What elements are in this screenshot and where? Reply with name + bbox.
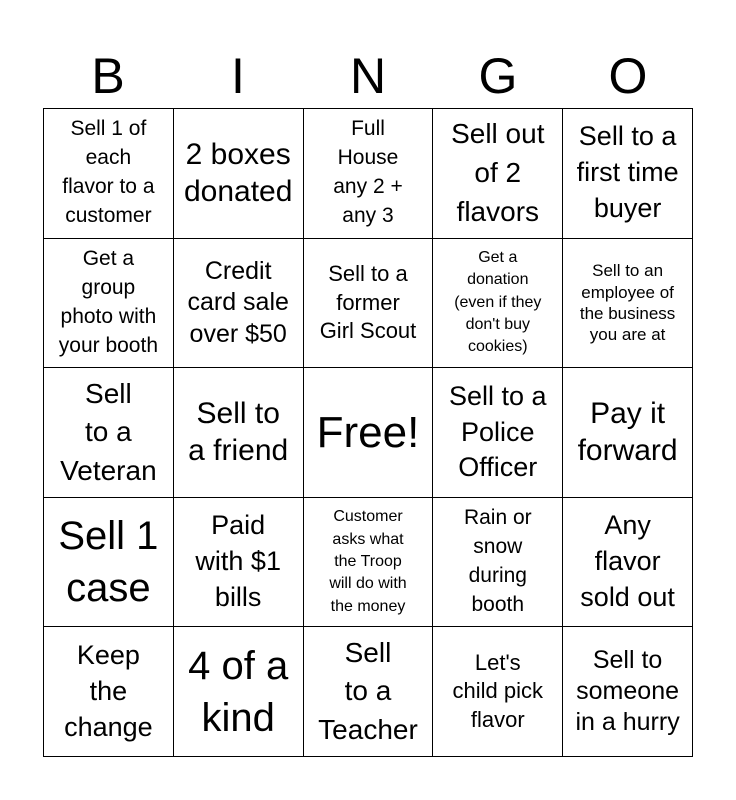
- bingo-cell-r1c2[interactable]: 2 boxes donated: [174, 109, 304, 239]
- bingo-cell-r2c2[interactable]: Credit card sale over $50: [174, 239, 304, 369]
- bingo-cell-r4c2[interactable]: Paid with $1 bills: [174, 498, 304, 628]
- bingo-cell-r4c1[interactable]: Sell 1 case: [44, 498, 174, 628]
- bingo-cell-r3c1[interactable]: Sell to a Veteran: [44, 368, 174, 498]
- bingo-cell-r5c5[interactable]: Sell to someone in a hurry: [563, 627, 693, 757]
- bingo-cell-r1c4[interactable]: Sell out of 2 flavors: [433, 109, 563, 239]
- bingo-cell-r3c4[interactable]: Sell to a Police Officer: [433, 368, 563, 498]
- bingo-card-grid: [43, 108, 693, 757]
- bingo-cell-r2c5[interactable]: Sell to an employee of the business you are at: [563, 239, 693, 369]
- bingo-cell-r1c5[interactable]: Sell to a first time buyer: [563, 109, 693, 239]
- header-letter-o: O: [608, 48, 648, 104]
- bingo-cell-free[interactable]: Free!: [304, 368, 434, 498]
- bingo-cell-r1c1[interactable]: Sell 1 of each flavor to a customer: [44, 109, 174, 239]
- bingo-cell-r4c3[interactable]: Customer asks what the Troop will do with the money: [304, 498, 434, 628]
- header-letter-i: I: [231, 48, 245, 104]
- bingo-cell-r1c3[interactable]: Full House any 2 + any 3: [304, 109, 434, 239]
- bingo-cell-r2c4[interactable]: Get a donation (even if they don't buy cookies): [433, 239, 563, 369]
- bingo-cell-r3c5[interactable]: Pay it forward: [563, 368, 693, 498]
- header-letter-b: B: [91, 48, 125, 104]
- bingo-cell-r4c5[interactable]: Any flavor sold out: [563, 498, 693, 628]
- bingo-cell-r3c2[interactable]: Sell to a friend: [174, 368, 304, 498]
- bingo-cell-r2c1[interactable]: Get a group photo with your booth: [44, 239, 174, 369]
- header-letter-n: N: [349, 48, 387, 104]
- bingo-cell-r5c4[interactable]: Let's child pick flavor: [433, 627, 563, 757]
- bingo-cell-r2c3[interactable]: Sell to a former Girl Scout: [304, 239, 434, 369]
- bingo-header: [43, 40, 693, 108]
- bingo-cell-r5c2[interactable]: 4 of a kind: [174, 627, 304, 757]
- bingo-cell-r5c3[interactable]: Sell to a Teacher: [304, 627, 434, 757]
- header-letter-g: G: [478, 48, 518, 104]
- bingo-cell-r4c4[interactable]: Rain or snow during booth: [433, 498, 563, 628]
- bingo-cell-r5c1[interactable]: Keep the change: [44, 627, 174, 757]
